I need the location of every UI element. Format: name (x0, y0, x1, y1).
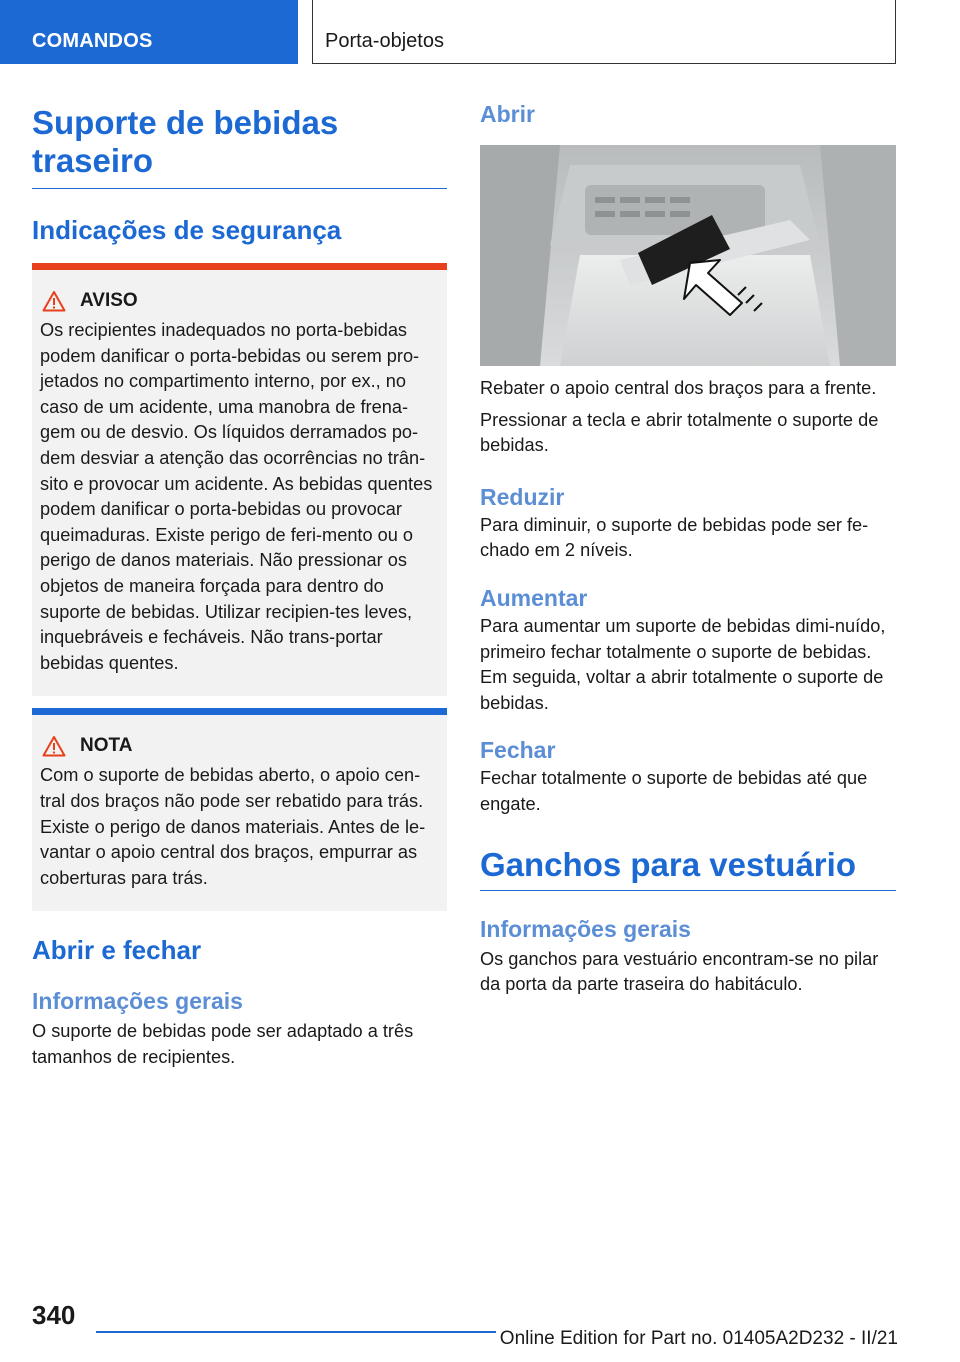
page-number: 340 (32, 1300, 76, 1330)
note-label: NOTA (80, 735, 133, 757)
safety-heading: Indicações de segurança (32, 215, 342, 245)
open-close-heading: Abrir e fechar (32, 935, 202, 966)
warning-label: AVISO (80, 290, 138, 311)
open-step-2: Pressionar a tecla e abrir totalmente o suporte de bebidas. (480, 409, 879, 456)
section-tab (0, 0, 298, 64)
note-box (32, 708, 447, 911)
right-column (480, 100, 896, 998)
warning-box (32, 263, 447, 696)
footer-edition: Online Edition for Part no. 01405A2D232 - II/21 (496, 1328, 898, 1350)
note-text: Com o suporte de bebidas aberto, o apoio cen-tral dos braços não pode ser rebatido para trás. Existe o perigo de danos materiais. Antes de le-vantar o apoio central dos braços, empurrar as coberturas para trás. (40, 765, 426, 888)
hooks-text: Os ganchos para vestuário encontram-se no pilar da porta da parte traseira do habitáculo. (480, 948, 879, 995)
warning-title (40, 288, 439, 314)
left-column (32, 104, 447, 1070)
increase-text: Para aumentar um suporte de bebidas dimi-nuído, primeiro fechar totalmente o suporte de bebidas. Em seguida, voltar a abrir totalmente o suporte de bebidas. (480, 615, 886, 713)
reduce-heading: Reduzir (480, 483, 565, 510)
reduce-text: Para diminuir, o suporte de bebidas pode ser fe-chado em 2 níveis. (480, 514, 869, 561)
general-info-heading: Informações gerais (32, 988, 243, 1015)
open-step-1: Rebater o apoio central dos braços para a frente. (480, 378, 877, 398)
hooks-general-heading: Informações gerais (480, 915, 691, 942)
hooks-title: Ganchos para vestuário (480, 846, 896, 891)
page-title: Suporte de bebidas traseiro (32, 104, 447, 189)
note-title (40, 733, 439, 759)
open-heading: Abrir (480, 101, 535, 127)
general-info-text: O suporte de bebidas pode ser adaptado a três tamanhos de recipientes. (32, 1021, 414, 1067)
notice-triangle-icon (42, 735, 66, 757)
section-label: COMANDOS (32, 30, 153, 52)
increase-heading: Aumentar (480, 584, 588, 611)
chapter-label: Porta-objetos (325, 30, 444, 52)
close-text: Fechar totalmente o suporte de bebidas até que engate. (480, 768, 868, 814)
chapter-header (312, 0, 896, 64)
close-heading: Fechar (480, 737, 556, 764)
warning-text: Os recipientes inadequados no porta-bebidas podem danificar o porta-bebidas ou serem pro-jetados no compartimento interno, por ex., no caso de um acidente, uma manobra de frena-gem ou de desvio. Os líquidos derramados po-dem desviar a atenção das ocorrências no trân-sito e provocar um acidente. As bebidas quentes podem danificar o porta-bebidas ou provocar queimaduras. Existe perigo de feri-mento ou o perigo de danos materiais. Não pressionar os objetos de maneira forçada para dentro do suporte de bebidas. Utilizar recipien-tes leves, inquebráveis e fecháveis. Não trans-portar bebidas quentes. (40, 320, 433, 673)
armrest-photo (480, 145, 896, 366)
warning-triangle-icon (42, 290, 66, 312)
